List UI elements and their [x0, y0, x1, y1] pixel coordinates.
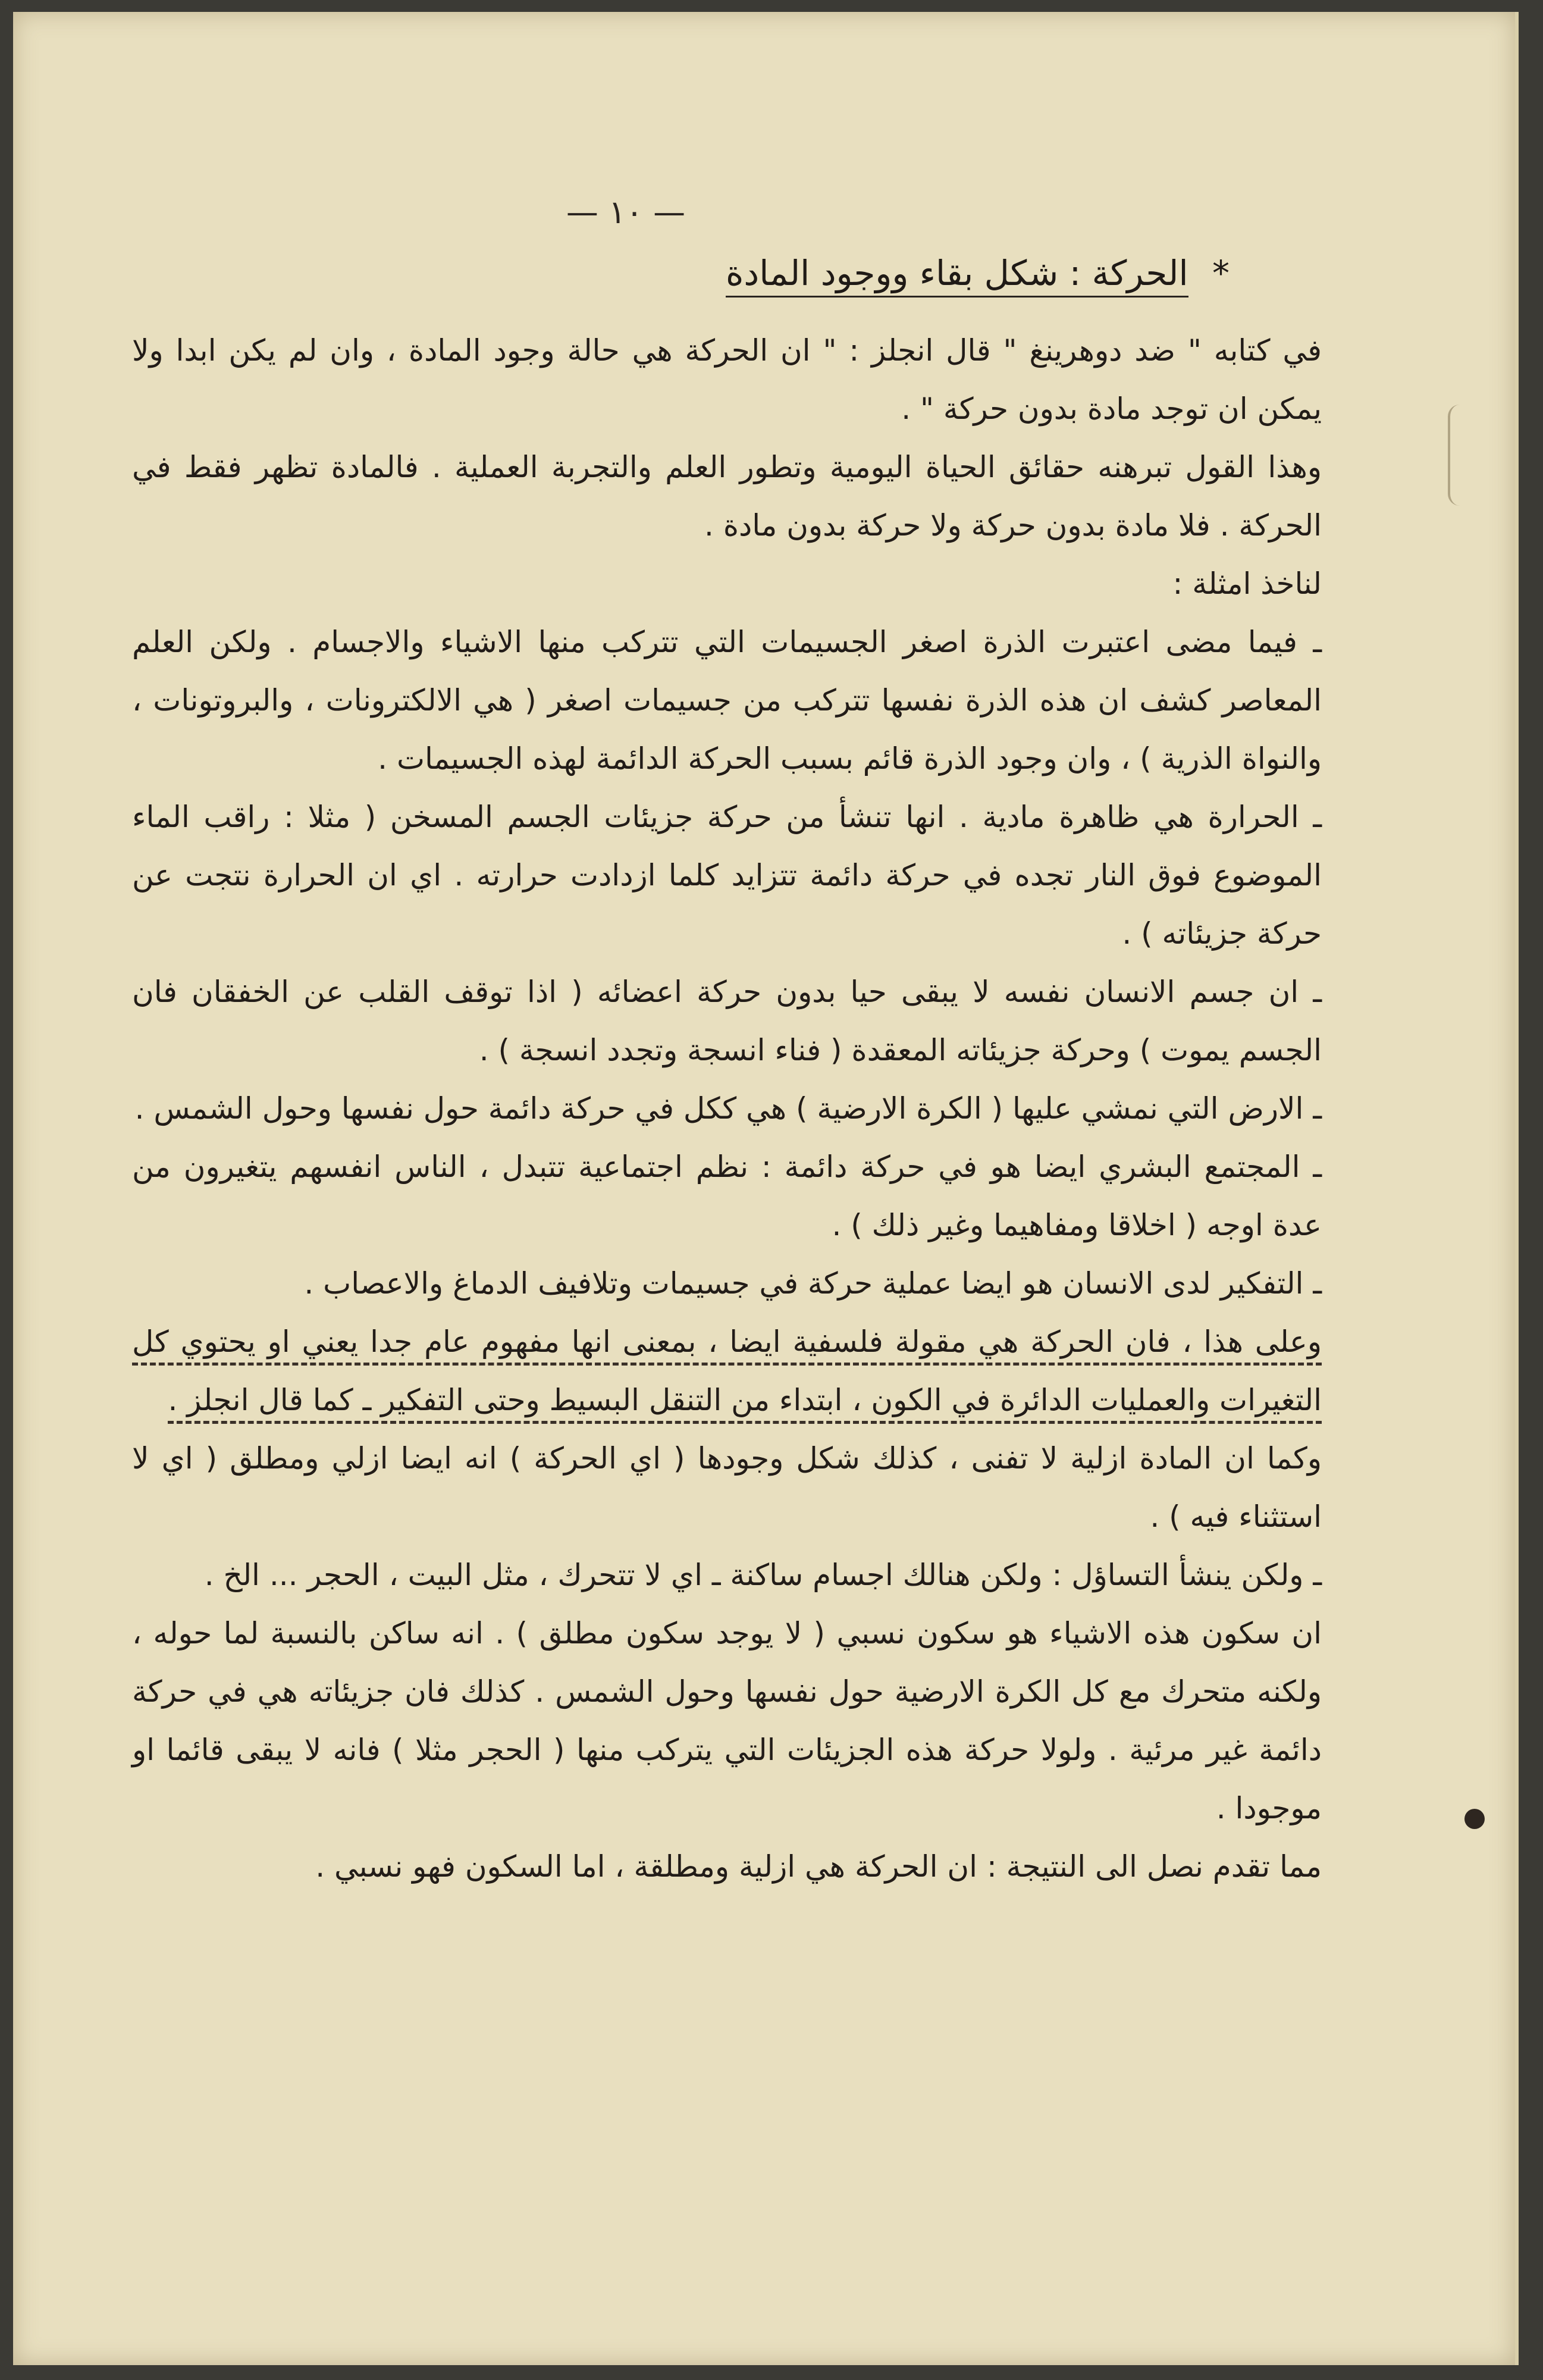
- underlined-paragraph: وعلى هذا ، فان الحركة هي مقولة فلسفية ايضا ، بمعنى انها مفهوم عام جدا يعني او يحتوي كل التغيرات والعمليات الدائرة في الكون ، ابتداء من التنقل البسيط وحتى التفكير ـ كما قال انجلز .: [132, 1324, 1322, 1417]
- paragraph: ـ ولكن ينشأ التساؤل : ولكن هنالك اجسام ساكنة ـ اي لا تتحرك ، مثل البيت ، الحجر ... الخ .: [204, 1558, 1322, 1592]
- page-number: — ١٠ —: [566, 193, 686, 231]
- paragraph: ـ الارض التي نمشي عليها ( الكرة الارضية ) هي ككل في حركة دائمة حول نفسها وحول الشمس .: [134, 1091, 1322, 1126]
- paragraph: ـ المجتمع البشري ايضا هو في حركة دائمة : نظم اجتماعية تتبدل ، الناس انفسهم يتغيرون من عدة اوجه ( اخلاقا ومفاهيما وغير ذلك ) .: [132, 1150, 1322, 1242]
- ink-mark: [1464, 1809, 1485, 1829]
- document-body: [132, 321, 1322, 1896]
- paragraph: ـ فيما مضى اعتبرت الذرة اصغر الجسيمات التي تتركب منها الاشياء والاجسام . ولكن العلم المعاصر كشف ان هذه الذرة نفسها تتركب من جسيمات اصغر ( هي الالكترونات ، والبروتونات ، والنواة الذرية ) ، وان وجود الذرة قائم بسبب الحركة الدائمة لهذه الجسيمات .: [132, 625, 1322, 776]
- paragraph: ـ التفكير لدى الانسان هو ايضا عملية حركة في جسيمات وتلافيف الدماغ والاعصاب .: [304, 1266, 1322, 1301]
- paragraph: مما تقدم نصل الى النتيجة : ان الحركة هي ازلية ومطلقة ، اما السكون فهو نسبي .: [315, 1849, 1322, 1884]
- paper-tear: [1448, 405, 1492, 506]
- paragraph: لناخذ امثلة :: [1172, 566, 1322, 601]
- paragraph: ان سكون هذه الاشياء هو سكون نسبي ( لا يوجد سكون مطلق ) . انه ساكن بالنسبة لما حوله ، ولكنه متحرك مع كل الكرة الارضية حول نفسها وحول الشمس . كذلك فان جزيئاته هي في حركة دائمة غير مرئية . ولولا حركة هذه الجزيئات التي يتركب منها ( الحجر مثلا ) فانه لا يبقى قائما او موجودا .: [132, 1616, 1322, 1825]
- paragraph: وهذا القول تبرهنه حقائق الحياة اليومية وتطور العلم والتجربة العملية . فالمادة تظهر فقط في الحركة . فلا مادة بدون حركة ولا حركة بدون مادة .: [132, 450, 1322, 543]
- section-heading: [726, 253, 1230, 293]
- paragraph: ـ الحرارة هي ظاهرة مادية . انها تنشأ من حركة جزيئات الجسم المسخن ( مثلا : راقب الماء الموضوع فوق النار تجده في حركة دائمة تتزايد كلما ازدادت حرارته . اي ان الحرارة نتجت عن حركة جزيئاته ) .: [132, 800, 1322, 951]
- paragraph: في كتابه " ضد دوهرينغ " قال انجلز : " ان الحركة هي حالة وجود المادة ، وان لم يكن ابدا ولا يمكن ان توجد مادة بدون حركة " .: [132, 333, 1322, 426]
- paragraph: وكما ان المادة ازلية لا تفنى ، كذلك شكل وجودها ( اي الحركة ) انه ايضا ازلي ومطلق ( اي لا استثناء فيه ) .: [132, 1441, 1322, 1534]
- document-page: [13, 12, 1519, 2365]
- heading-star: *: [1212, 253, 1230, 293]
- heading-title: الحركة : شكل بقاء ووجود المادة: [726, 253, 1188, 298]
- paragraph: ـ ان جسم الانسان نفسه لا يبقى حيا بدون حركة اعضائه ( اذا توقف القلب عن الخفقان فان الجسم يموت ) وحركة جزيئاته المعقدة ( فناء انسجة وتجدد انسجة ) .: [132, 975, 1322, 1067]
